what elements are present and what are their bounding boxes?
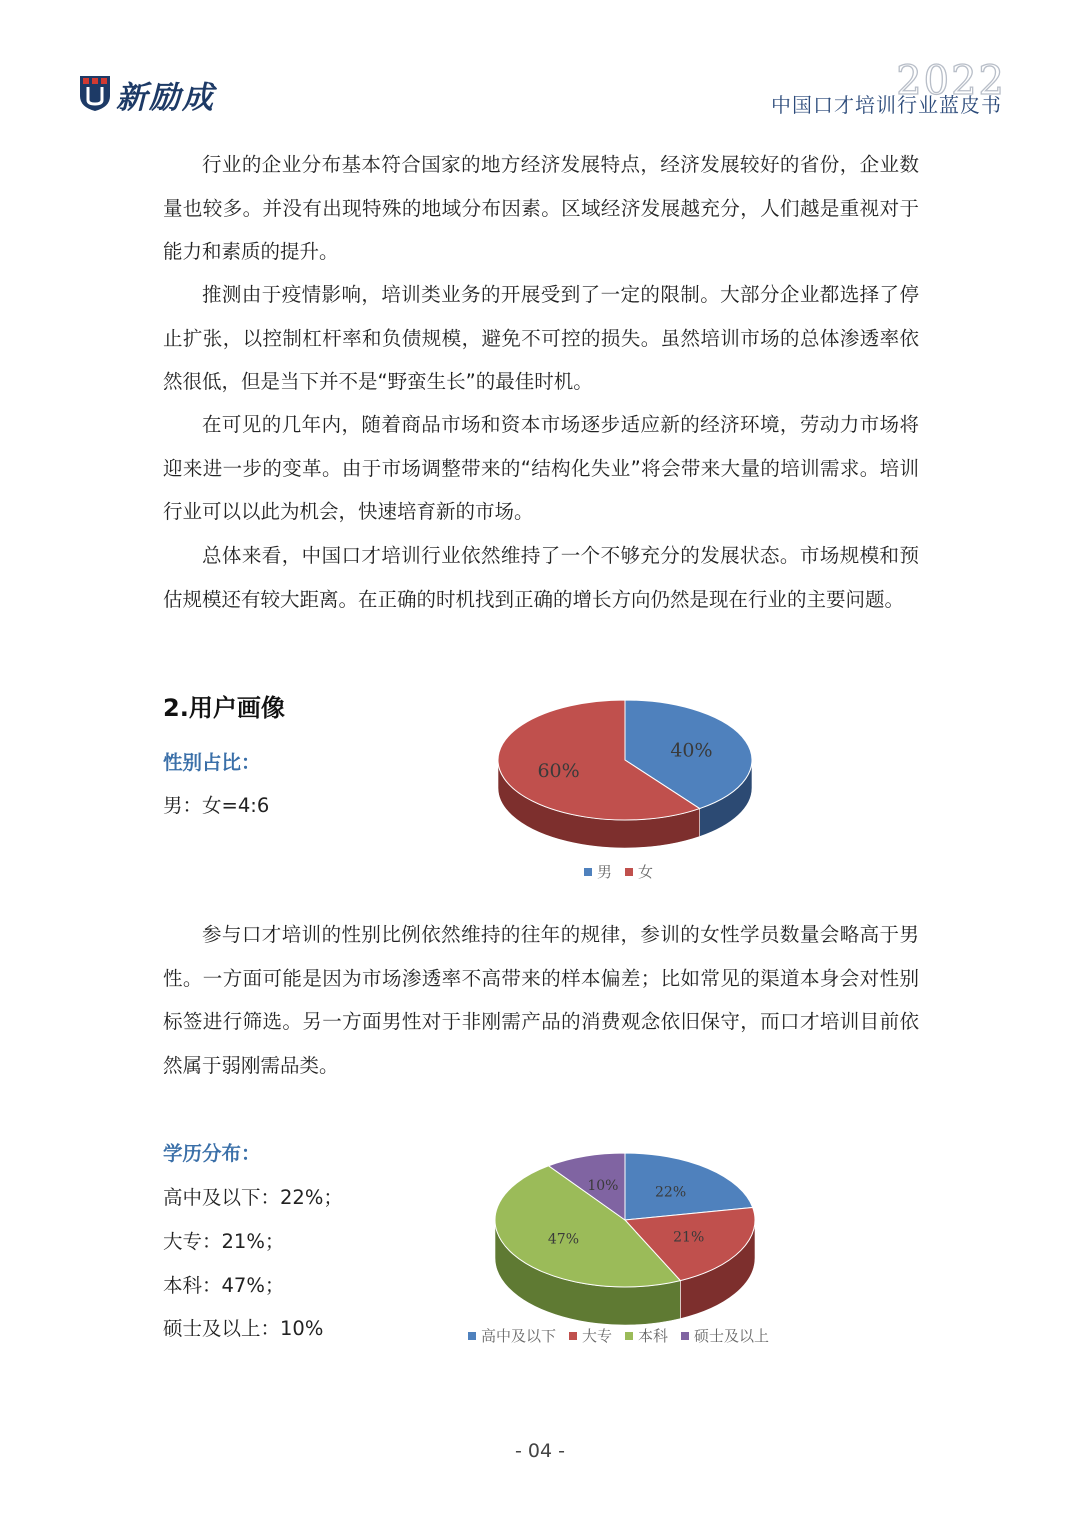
legend-label: 男	[597, 863, 613, 881]
legend-label: 硕士及以上	[694, 1327, 770, 1345]
education-line: 高中及以下：22%；	[163, 1186, 343, 1209]
legend-swatch	[625, 1332, 633, 1340]
legend-label: 大专	[582, 1327, 613, 1345]
pie-data-label: 47%	[547, 1231, 580, 1248]
legend-swatch	[468, 1332, 476, 1340]
gender-pie-chart	[480, 690, 780, 890]
legend-swatch	[569, 1332, 577, 1340]
legend-label: 高中及以下	[481, 1327, 557, 1345]
education-line: 大专：21%；	[163, 1230, 285, 1253]
gender-subhead: 性别占比：	[163, 751, 261, 774]
brand-logo	[78, 70, 238, 114]
paragraph: 行业的企业分布基本符合国家的地方经济发展特点，经济发展较好的省份，企业数量也较多。并没有出现特殊的地域分布因素。区域经济发展越充分，人们越是重视对于能力和素质的提升。	[163, 153, 919, 263]
education-line: 硕士及以上：10%	[163, 1317, 324, 1340]
report-title: 中国口才培训行业蓝皮书	[771, 93, 1002, 117]
pie-data-label: 40%	[670, 739, 713, 762]
pie-data-label: 10%	[587, 1177, 619, 1194]
paragraph: 总体来看，中国口才培训行业依然维持了一个不够充分的发展状态。市场规模和预估规模还有较大距离。在正确的时机找到正确的增长方向仍然是现在行业的主要问题。	[163, 544, 919, 611]
pie-data-label: 22%	[655, 1184, 687, 1201]
legend-label: 女	[638, 863, 654, 881]
shield-icon	[78, 74, 112, 112]
section-heading: 2.用户画像	[163, 694, 285, 722]
paragraph: 推测由于疫情影响，培训类业务的开展受到了一定的限制。大部分企业都选择了停止扩张，以控制杠杆率和负债规模，避免不可控的损失。虽然培训市场的总体渗透率依然很低，但是当下并不是“野蛮生长”的最佳时机。	[163, 283, 919, 393]
gender-analysis-paragraph: 参与口才培训的性别比例依然维持的往年的规律，参训的女性学员数量会略高于男性。一方面可能是因为市场渗透率不高带来的样本偏差；比如常见的渠道本身会对性别标签进行筛选。另一方面男性对于非刚需产品的消费观念依旧保守，而口才培训目前依然属于弱刚需品类。	[163, 923, 919, 1077]
education-pie-chart	[455, 1150, 795, 1355]
brand-name: 新励成	[116, 80, 215, 116]
paragraph: 在可见的几年内，随着商品市场和资本市场逐步适应新的经济环境，劳动力市场将迎来进一步的变革。由于市场调整带来的“结构化失业”将会带来大量的培训需求。培训行业可以以此为机会，快速培育新的市场。	[163, 413, 919, 523]
gender-ratio: 男：女=4:6	[163, 794, 270, 817]
pie-data-label: 21%	[673, 1229, 705, 1246]
legend-swatch	[681, 1332, 689, 1340]
legend-swatch	[584, 868, 592, 876]
legend-label: 本科	[638, 1327, 669, 1345]
education-subhead: 学历分布：	[163, 1142, 261, 1165]
report-year: 2022	[896, 58, 1006, 104]
page-number: - 04 -	[515, 1440, 565, 1462]
legend-swatch	[625, 868, 633, 876]
pie-data-label: 60%	[537, 759, 580, 782]
education-line: 本科：47%；	[163, 1274, 285, 1297]
